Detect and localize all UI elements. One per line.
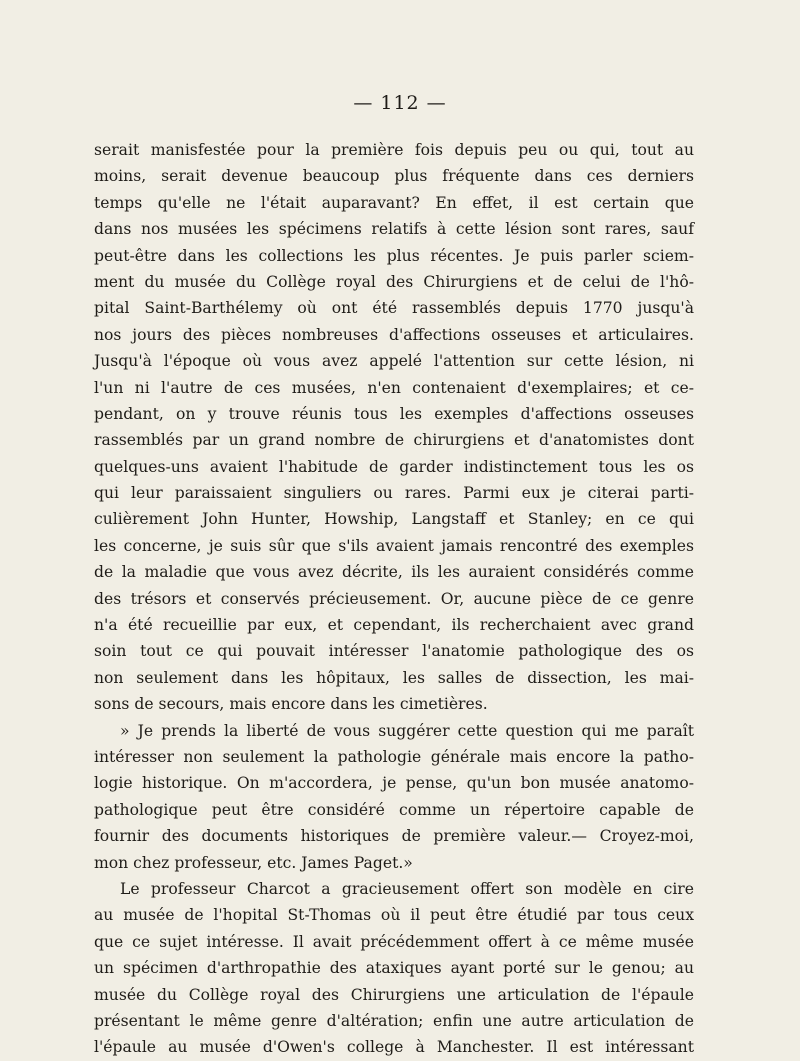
text-line: n'a été recueillie par eux, et cependant, ils recherchaient avec grand [94, 616, 694, 635]
text-line: sons de secours, mais encore dans les cimetières. [94, 695, 488, 714]
text-line: au musée de l'hopital St-Thomas où il peut être étudié par tous ceux [94, 906, 694, 925]
text-line: pathologique peut être considéré comme un répertoire capable de [94, 800, 694, 819]
text-line: les concerne, je suis sûr que s'ils avaient jamais rencontré des exemples [94, 536, 694, 555]
text-line: pital Saint-Barthélemy où ont été rassemblés depuis 1770 jusqu'à [94, 299, 694, 318]
text-line: rassemblés par un grand nombre de chirurgiens et d'anatomistes dont [94, 431, 694, 450]
text-line: qui leur paraissaient singuliers ou rares. Parmi eux je citerai parti- [94, 484, 694, 503]
text-line: » Je prends la liberté de vous suggérer cette question qui me paraît [120, 721, 694, 740]
text-line: de la maladie que vous avez décrite, ils les auraient considérés comme [94, 563, 694, 582]
text-line: des trésors et conservés précieusement. Or, aucune pièce de ce genre [94, 589, 694, 608]
text-line: quelques-uns avaient l'habitude de garder indistinctement tous les os [94, 457, 694, 476]
text-line: non seulement dans les hôpitaux, les salles de dissection, les mai- [94, 668, 694, 687]
text-line: logie historique. On m'accordera, je pense, qu'un bon musée anatomo- [94, 774, 694, 793]
text-line: un spécimen d'arthropathie des ataxiques ayant porté sur le genou; au [94, 959, 694, 978]
text-line: nos jours des pièces nombreuses d'affections osseuses et articulaires. [94, 325, 694, 344]
text-line: dans nos musées les spécimens relatifs à cette lésion sont rares, sauf [94, 220, 694, 239]
text-line: intéresser non seulement la pathologie générale mais encore la patho- [94, 747, 694, 766]
text-line: musée du Collège royal des Chirurgiens une articulation de l'épaule [94, 985, 694, 1004]
text-line: présentant le même genre d'altération; enfin une autre articulation de [94, 1011, 694, 1030]
text-line: temps qu'elle ne l'était auparavant? En effet, il est certain que [94, 193, 694, 212]
text-line: mon chez professeur, etc. James Paget.» [94, 853, 413, 872]
text-line: fournir des documents historiques de première valeur.— Croyez-moi, [94, 827, 694, 846]
text-line: Le professeur Charcot a gracieusement offert son modèle en cire [120, 879, 694, 898]
text-line: Jusqu'à l'époque où vous avez appelé l'attention sur cette lésion, ni [94, 352, 694, 371]
text-line: soin tout ce qui pouvait intéresser l'anatomie pathologique des os [94, 642, 694, 661]
text-line: l'épaule au musée d'Owen's college à Manchester. Il est intéressant [94, 1038, 694, 1057]
text-line: que ce sujet intéresse. Il avait précédemment offert à ce même musée [94, 932, 694, 951]
body-text [94, 137, 694, 1061]
text-line: culièrement John Hunter, Howship, Langstaff et Stanley; en ce qui [94, 510, 694, 529]
text-line: moins, serait devenue beaucoup plus fréquente dans ces derniers [94, 167, 694, 186]
text-line: serait manisfestée pour la première fois depuis peu ou qui, tout au [94, 141, 694, 159]
page-number: — 112 — [353, 92, 447, 114]
text-line: pendant, on y trouve réunis tous les exemples d'affections osseuses [94, 404, 694, 423]
text-line: l'un ni l'autre de ces musées, n'en contenaient d'exemplaires; et ce- [94, 378, 694, 397]
text-line: ment du musée du Collège royal des Chirurgiens et de celui de l'hô- [94, 272, 694, 291]
text-line: peut-être dans les collections les plus récentes. Je puis parler sciem- [94, 246, 694, 265]
